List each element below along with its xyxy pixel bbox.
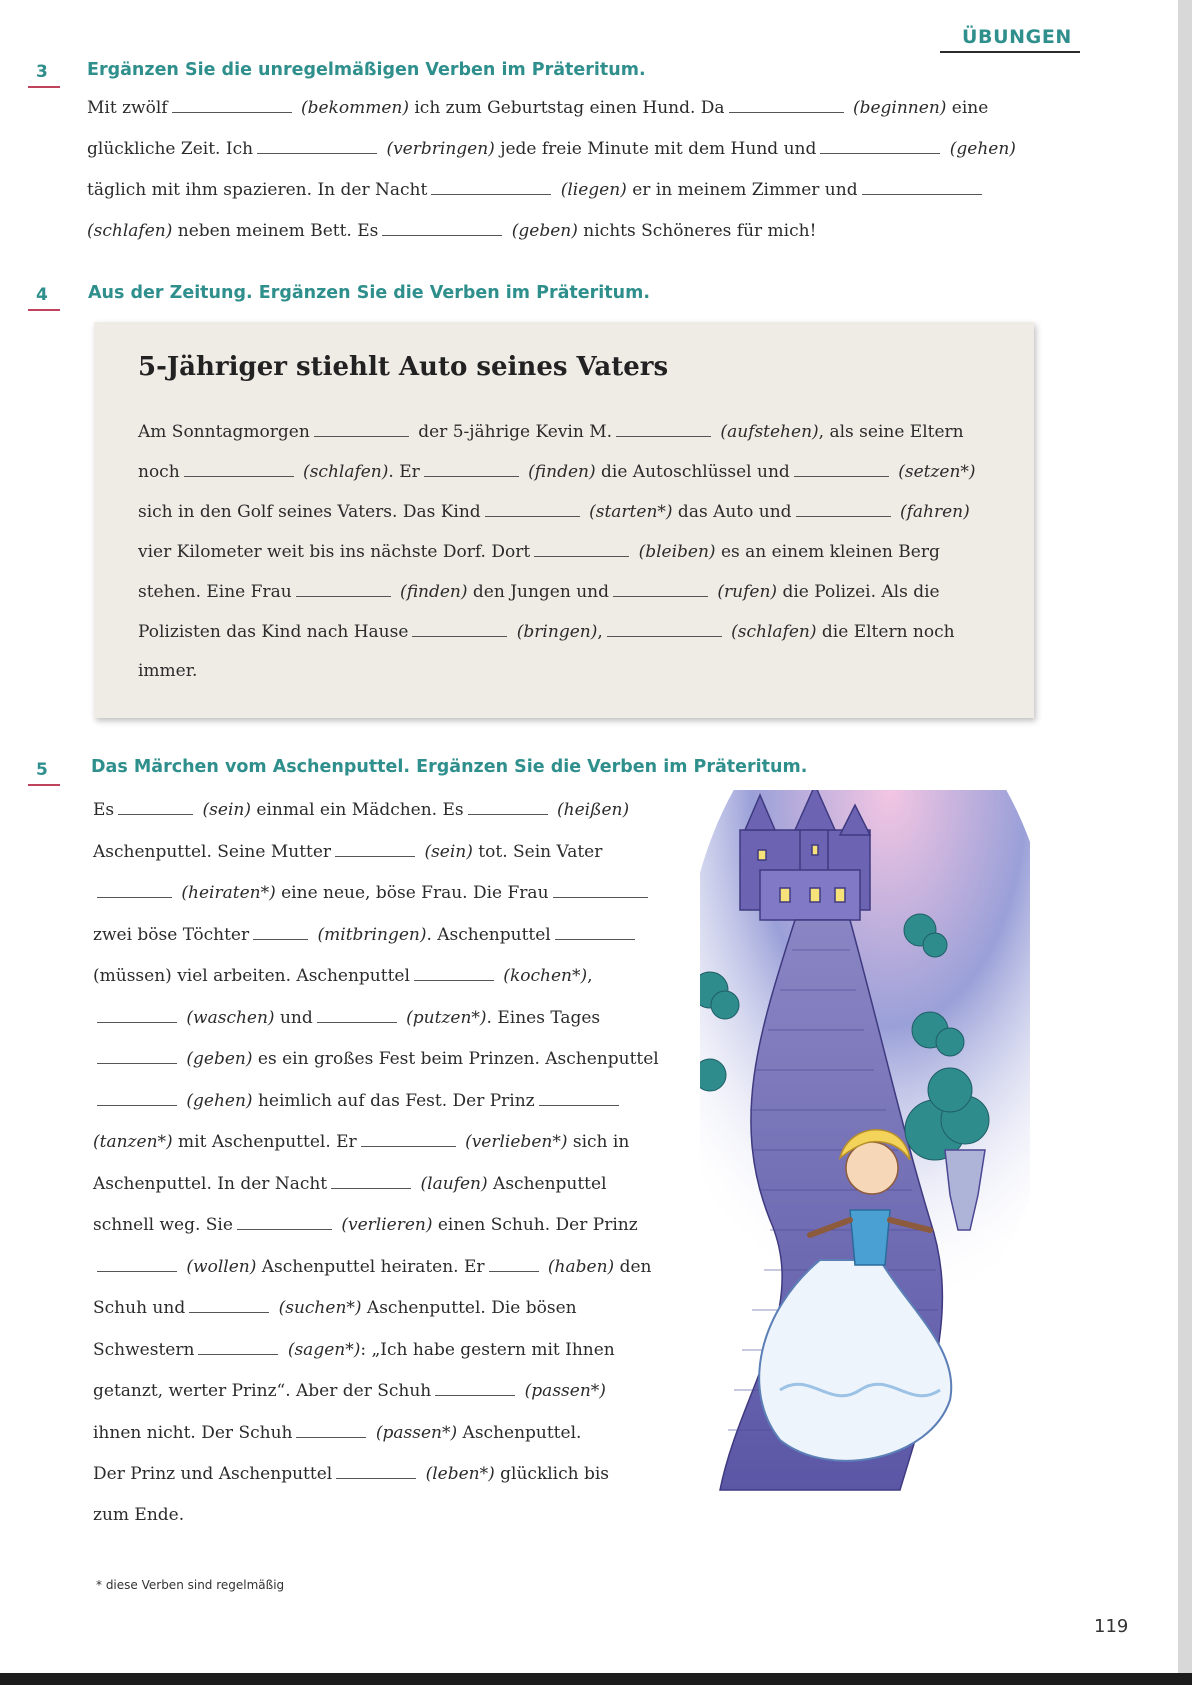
verb-hint: (heiraten*) xyxy=(176,883,276,903)
answer-blank[interactable] xyxy=(607,620,722,637)
exercise-5-number: 5 xyxy=(36,760,48,780)
ex5-line xyxy=(93,798,629,821)
text-segment: : „Ich habe gestern mit Ihnen xyxy=(360,1339,615,1360)
text-segment: , xyxy=(597,622,603,642)
verb-hint: (geben) xyxy=(181,1049,253,1069)
verb-hint: (finden) xyxy=(522,462,596,482)
answer-blank[interactable] xyxy=(435,1379,515,1396)
text-segment: täglich mit ihm spazieren. In der Nacht xyxy=(87,180,428,200)
answer-blank[interactable] xyxy=(257,137,377,154)
verb-hint: (fahren) xyxy=(894,502,970,522)
answer-blank[interactable] xyxy=(796,500,891,517)
text-segment: Am Sonntagmorgen xyxy=(138,422,310,442)
answer-blank[interactable] xyxy=(296,1421,366,1438)
verb-hint: (liegen) xyxy=(555,180,627,200)
text-segment: den Jungen und xyxy=(467,582,610,602)
verb-hint: (suchen*) xyxy=(273,1298,362,1318)
answer-blank[interactable] xyxy=(616,420,711,437)
ex5-line xyxy=(93,1089,623,1112)
verb-hint: (putzen*) xyxy=(400,1007,487,1028)
text-segment: Aschenputtel. Die bösen xyxy=(361,1298,577,1318)
exercise-5-heading: Das Märchen vom Aschenputtel. Ergänzen Sie die Verben im Präteritum. xyxy=(91,757,808,777)
verb-hint: (geben) xyxy=(506,221,578,241)
answer-blank[interactable] xyxy=(314,420,409,437)
text-segment: Schwestern xyxy=(93,1339,195,1360)
exercise-3-number: 3 xyxy=(36,62,48,82)
verb-hint: (passen*) xyxy=(370,1422,458,1443)
verb-hint: (bleiben) xyxy=(633,542,716,562)
text-segment: einmal ein Mädchen. Es xyxy=(250,800,464,820)
text-segment: einen Schuh. Der Prinz xyxy=(432,1215,638,1235)
answer-blank[interactable] xyxy=(382,219,502,236)
verb-hint: (bringen) xyxy=(511,622,598,642)
text-segment: , xyxy=(587,966,593,986)
ex4-line xyxy=(138,620,955,643)
verb-hint: (tanzen*) xyxy=(93,1132,173,1152)
text-segment: eine xyxy=(946,98,989,118)
page-number: 119 xyxy=(1094,1616,1129,1637)
text-segment: die Polizei. Als die xyxy=(777,582,940,602)
answer-blank[interactable] xyxy=(553,881,648,898)
text-segment: nichts Schöneres für mich! xyxy=(577,221,817,241)
answer-blank[interactable] xyxy=(729,96,844,113)
exercise-4-marker xyxy=(28,309,60,311)
text-segment: den xyxy=(614,1256,652,1277)
text-segment: neben meinem Bett. Es xyxy=(172,221,379,241)
ex5-line xyxy=(93,1421,581,1444)
ex4-line xyxy=(138,540,940,563)
ex4-line xyxy=(138,460,976,483)
verb-hint: (schlafen) xyxy=(87,221,173,241)
verb-hint: (kochen*) xyxy=(497,966,588,986)
verb-hint: (schlafen) xyxy=(297,462,389,482)
answer-blank[interactable] xyxy=(424,460,519,477)
verb-hint: (verlieren) xyxy=(335,1215,433,1235)
verb-hint: (aufstehen) xyxy=(715,422,819,442)
ex5-line xyxy=(93,1047,659,1070)
answer-blank[interactable] xyxy=(184,460,294,477)
newspaper-article-box xyxy=(94,322,1034,718)
ex5-line xyxy=(93,1130,629,1153)
text-segment: Aschenputtel xyxy=(487,1173,607,1194)
exercise-3-heading: Ergänzen Sie die unregelmäßigen Verben im Präteritum. xyxy=(87,60,646,80)
text-segment: Aschenputtel. xyxy=(457,1422,582,1443)
ex5-line xyxy=(93,1255,651,1278)
text-segment: . Eines Tages xyxy=(486,1007,601,1028)
ex5-line xyxy=(93,964,593,987)
answer-blank[interactable] xyxy=(336,1462,416,1479)
verb-hint: (schlafen) xyxy=(725,622,817,642)
text-segment: Polizisten das Kind nach Hause xyxy=(138,622,409,642)
answer-blank[interactable] xyxy=(539,1089,619,1106)
text-segment: er in meinem Zimmer und xyxy=(626,180,858,200)
ex5-line xyxy=(93,1379,606,1402)
text-segment: die Eltern noch xyxy=(816,622,955,642)
text-segment: und xyxy=(274,1007,313,1028)
ex4-line xyxy=(138,660,197,682)
ex3-line xyxy=(87,178,986,201)
text-segment: . Er xyxy=(388,462,420,482)
ex5-line xyxy=(93,1213,638,1236)
text-segment: Es xyxy=(93,800,115,820)
verb-hint: (starten*) xyxy=(583,502,673,522)
text-segment: ihnen nicht. Der Schuh xyxy=(93,1422,293,1443)
verb-hint: (verlieben*) xyxy=(459,1132,568,1152)
verb-hint: (mitbringen) xyxy=(312,924,427,945)
answer-blank[interactable] xyxy=(485,500,580,517)
answer-blank[interactable] xyxy=(335,840,415,857)
text-segment: eine neue, böse Frau. Die Frau xyxy=(275,883,549,903)
text-segment: noch xyxy=(138,462,180,482)
answer-blank[interactable] xyxy=(97,1006,177,1023)
text-segment: tot. Sein Vater xyxy=(472,841,603,862)
exercise-4-heading: Aus der Zeitung. Ergänzen Sie die Verben im Präteritum. xyxy=(88,283,650,303)
text-segment: das Auto und xyxy=(672,502,792,522)
text-segment: jede freie Minute mit dem Hund und xyxy=(494,139,817,159)
answer-blank[interactable] xyxy=(331,1172,411,1189)
ex5-line xyxy=(93,923,639,946)
text-segment: schnell weg. Sie xyxy=(93,1215,233,1235)
text-segment: (müssen) viel arbeiten. Aschenputtel xyxy=(93,966,410,986)
text-segment: es ein großes Fest beim Prinzen. Aschenputtel xyxy=(252,1049,659,1069)
verb-hint: (gehen) xyxy=(944,139,1016,159)
text-segment: vier Kilometer weit bis ins nächste Dorf. Dort xyxy=(138,542,531,562)
ex4-line xyxy=(138,500,970,523)
text-segment: mit Aschenputtel. Er xyxy=(172,1132,357,1152)
text-segment: stehen. Eine Frau xyxy=(138,582,292,602)
text-segment: Mit zwölf xyxy=(87,98,168,118)
verb-hint: (rufen) xyxy=(712,582,778,602)
answer-blank[interactable] xyxy=(361,1130,456,1147)
text-segment: Schuh und xyxy=(93,1298,186,1318)
article-title: 5-Jähriger stiehlt Auto seines Vaters xyxy=(138,352,669,382)
exercise-4-number: 4 xyxy=(36,285,48,305)
ex5-line xyxy=(93,1006,600,1029)
ex3-line xyxy=(87,96,988,119)
verb-hint: (passen*) xyxy=(519,1381,606,1401)
answer-blank[interactable] xyxy=(118,798,193,815)
ex3-line xyxy=(87,137,1016,160)
answer-blank[interactable] xyxy=(317,1006,397,1023)
verb-hint: (haben) xyxy=(542,1256,615,1277)
text-segment: es an einem kleinen Berg xyxy=(715,542,940,562)
ex5-line xyxy=(93,881,652,904)
answer-blank[interactable] xyxy=(862,178,982,195)
answer-blank[interactable] xyxy=(97,881,172,898)
verb-hint: (beginnen) xyxy=(847,98,947,118)
verb-hint: (heißen) xyxy=(551,800,630,820)
ex5-line xyxy=(93,1338,615,1361)
ex5-line xyxy=(93,1296,577,1319)
verb-hint: (sagen*) xyxy=(282,1339,361,1360)
exercise-3-marker xyxy=(28,86,60,88)
answer-blank[interactable] xyxy=(198,1338,278,1355)
text-segment: Der Prinz und Aschenputtel xyxy=(93,1464,333,1484)
verb-hint: (setzen*) xyxy=(892,462,976,482)
text-segment: sich in xyxy=(567,1132,630,1152)
answer-blank[interactable] xyxy=(414,964,494,981)
answer-blank[interactable] xyxy=(431,178,551,195)
section-title: ÜBUNGEN xyxy=(962,26,1072,48)
answer-blank[interactable] xyxy=(97,1089,177,1106)
text-segment: , als seine Eltern xyxy=(818,422,964,442)
verb-hint: (bekommen) xyxy=(295,98,409,118)
answer-blank[interactable] xyxy=(555,923,635,940)
text-segment: die Autoschlüssel und xyxy=(595,462,790,482)
text-segment: zwei böse Töchter xyxy=(93,924,250,945)
verb-hint: (sein) xyxy=(197,800,251,820)
verb-hint: (verbringen) xyxy=(381,139,495,159)
answer-blank[interactable] xyxy=(253,923,308,940)
answer-blank[interactable] xyxy=(613,580,708,597)
answer-blank[interactable] xyxy=(189,1296,269,1313)
text-segment: heimlich auf das Fest. Der Prinz xyxy=(252,1090,535,1111)
ex4-line xyxy=(138,420,964,443)
verb-hint: (sein) xyxy=(419,841,473,862)
verb-hint: (leben*) xyxy=(420,1464,495,1484)
answer-blank[interactable] xyxy=(468,798,548,815)
answer-blank[interactable] xyxy=(794,460,889,477)
section-title-underline xyxy=(940,51,1080,53)
exercise-5-marker xyxy=(28,784,60,786)
page-edge xyxy=(1178,0,1192,1685)
answer-blank[interactable] xyxy=(97,1047,177,1064)
text-segment: immer. xyxy=(138,661,198,681)
ex3-line xyxy=(87,219,816,242)
ex4-line xyxy=(138,580,940,603)
text-segment: zum Ende. xyxy=(93,1504,185,1525)
ex5-line xyxy=(93,840,602,863)
text-segment: glückliche Zeit. Ich xyxy=(87,139,254,159)
text-segment: der 5-jährige Kevin M. xyxy=(412,422,613,442)
answer-blank[interactable] xyxy=(296,580,391,597)
text-segment: getanzt, werter Prinz“. Aber der Schuh xyxy=(93,1381,432,1401)
text-segment: glücklich bis xyxy=(494,1464,610,1484)
answer-blank[interactable] xyxy=(534,540,629,557)
text-segment: Aschenputtel. In der Nacht xyxy=(93,1173,328,1194)
text-segment: . Aschenputtel xyxy=(426,924,551,945)
text-segment: Aschenputtel heiraten. Er xyxy=(256,1256,485,1277)
verb-hint: (finden) xyxy=(394,582,468,602)
ex5-line xyxy=(93,1462,609,1485)
footnote: * diese Verben sind regelmäßig xyxy=(96,1578,285,1592)
text-segment: sich in den Golf seines Vaters. Das Kind xyxy=(138,502,481,522)
answer-blank[interactable] xyxy=(172,96,292,113)
cinderella-illustration xyxy=(700,790,1030,1505)
verb-hint: (wollen) xyxy=(181,1256,257,1277)
ex5-line xyxy=(93,1504,184,1526)
answer-blank[interactable] xyxy=(97,1255,177,1272)
text-segment: ich zum Geburtstag einen Hund. Da xyxy=(408,98,725,118)
verb-hint: (gehen) xyxy=(181,1090,253,1111)
scan-edge xyxy=(0,1673,1192,1685)
answer-blank[interactable] xyxy=(237,1213,332,1230)
verb-hint: (waschen) xyxy=(181,1007,275,1028)
verb-hint: (laufen) xyxy=(415,1173,488,1194)
text-segment: Aschenputtel. Seine Mutter xyxy=(93,841,332,862)
answer-blank[interactable] xyxy=(489,1255,539,1272)
ex5-line xyxy=(93,1172,607,1195)
answer-blank[interactable] xyxy=(412,620,507,637)
answer-blank[interactable] xyxy=(820,137,940,154)
